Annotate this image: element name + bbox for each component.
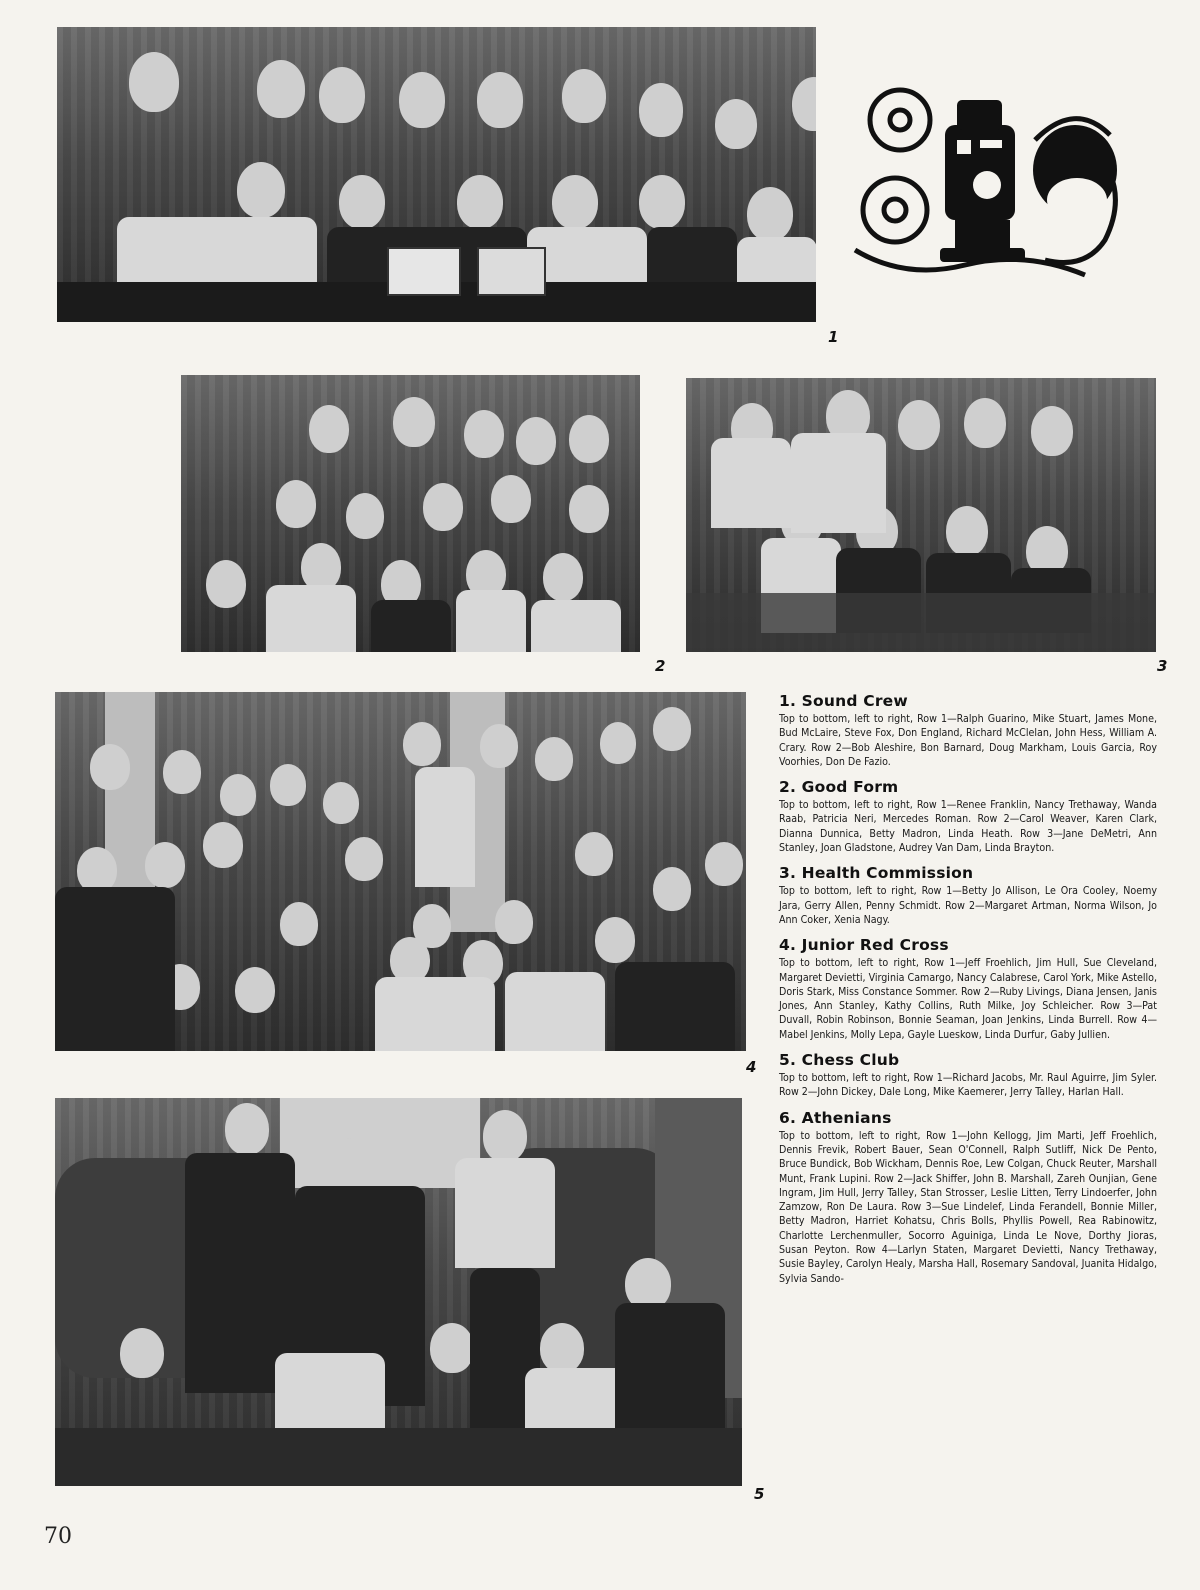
section-body: Top to bottom, left to right, Row 1—Betty Jo Allison, Le Ora Cooley, Noemy Jara, Gerry Allen, Penny Schmidt. Row 2—Margaret Artman, Norma Wilson, Jo Ann Coker, Xenia Nagy. [779,885,1157,926]
photo-sound-crew [57,27,816,322]
photo-number-2: 2 [655,657,666,675]
section-title: 4. Junior Red Cross [779,936,949,955]
caption-junior-red-cross [779,936,1157,1042]
section-title: 1. Sound Crew [779,692,908,710]
section-body: Top to bottom, left to right, Row 1—Renee Franklin, Nancy Trethaway, Wanda Raab, Patricia Neri, Mercedes Roman. Row 2—Carol Weaver, Karen Clark, Dianna Dunnica, Betty Madron, Linda Heath. Row 3—Jane DeMetri, Ann Stanley, Joan Gladstone, Audrey Van Dam, Linda Brayton. [779,799,1157,855]
photo-number-4: 4 [746,1058,757,1076]
section-body: Top to bottom, left to right, Row 1—Ralph Guarino, Mike Stuart, James Mone, Bud McLaire, Steve Fox, Don England, Richard McClelan, John Hess, William A. Crary. Row 2—Bob Aleshire, Bon Barnard, Doug Markham, Louis Garcia, Roy Voorhies, Don De Fazio. [779,713,1157,768]
caption-sound-crew [779,692,1157,769]
caption-chess-club [779,1051,1157,1100]
photo-good-form [181,375,640,652]
caption-good-form [779,778,1157,855]
section-body: Top to bottom, left to right, Row 1—John Kellogg, Jim Marti, Jeff Froehlich, Dennis Frevik, Robert Bauer, Sean O'Connell, Ralph Sutliff, Nick De Pento, Bruce Bundick, Bob Wickham, Dennis Roe, Lew Colgan, Chuck Reuter, Marshall Munt, Frank Lupini. Row 2—Jack Shiffer, John B. Marshall, Zareh Ounjian, Gene Ingram, Jim Hull, Jerry Talley, Stan Strosser, Leslie Litten, Terry Lindoerfer, John Zamzow, Ron De Laura. Row 3—Sue Lindelef, Linda Ferandell, Bonnie Miller, Betty Madron, Harriet Kohatsu, Chris Bolls, Phyllis Powell, Rea Rabinowitz, Charlotte Lerchenmuller, Socorro Aguiniga, Linda Le Nove, Dorthy Jioras, Susan Peyton. Row 4—Larlyn Staten, Margaret Devietti, Nancy Trethaway, Susie Bayley, Carolyn Healy, Marsha Hall, Rosemary Sandoval, Juanita Hidalgo, Sylvia Sando- [779,1129,1157,1285]
photo-chess-club [55,1098,742,1486]
section-title: 2. Good Form [779,778,899,797]
photo-junior-red-cross [55,692,746,1051]
section-title: 6. Athenians [779,1108,892,1127]
film-projector-cartoon-icon [845,80,1135,285]
photo-number-3: 3 [1157,657,1168,675]
photo-number-1: 1 [828,328,839,346]
section-title: 5. Chess Club [779,1051,900,1070]
section-body: Top to bottom, left to right, Row 1—Jeff Froehlich, Jim Hull, Sue Cleveland, Margaret Devietti, Virginia Camargo, Nancy Calabrese, Carol York, Mike Astello, Doris Stark, Miss Constance Sommer. Row 2—Ruby Livings, Diana Jensen, Janis Jones, Ann Stanley, Kathy Collins, Ruth Milke, Joy Schleicher. Row 3—Pat Duvall, Robin Robinson, Bonnie Seaman, Joan Jenkins, Linda Burrell. Row 4—Mabel Jenkins, Molly Lepa, Gayle Lueskow, Linda Durfur, Gaby Jullien. [779,957,1157,1041]
section-body: Top to bottom, left to right, Row 1—Richard Jacobs, Mr. Raul Aguirre, Jim Syler. Row 2—John Dickey, Dale Long, Mike Kaemerer, Jerry Talley, Harlan Hall. [779,1072,1157,1099]
captions-column [779,692,1157,1295]
photo-number-5: 5 [754,1485,765,1503]
photo-health-commission [686,378,1156,652]
page-number: 70 [44,1524,72,1549]
caption-health-commission [779,864,1157,927]
section-title: 3. Health Commission [779,864,974,883]
caption-athenians [779,1109,1157,1286]
